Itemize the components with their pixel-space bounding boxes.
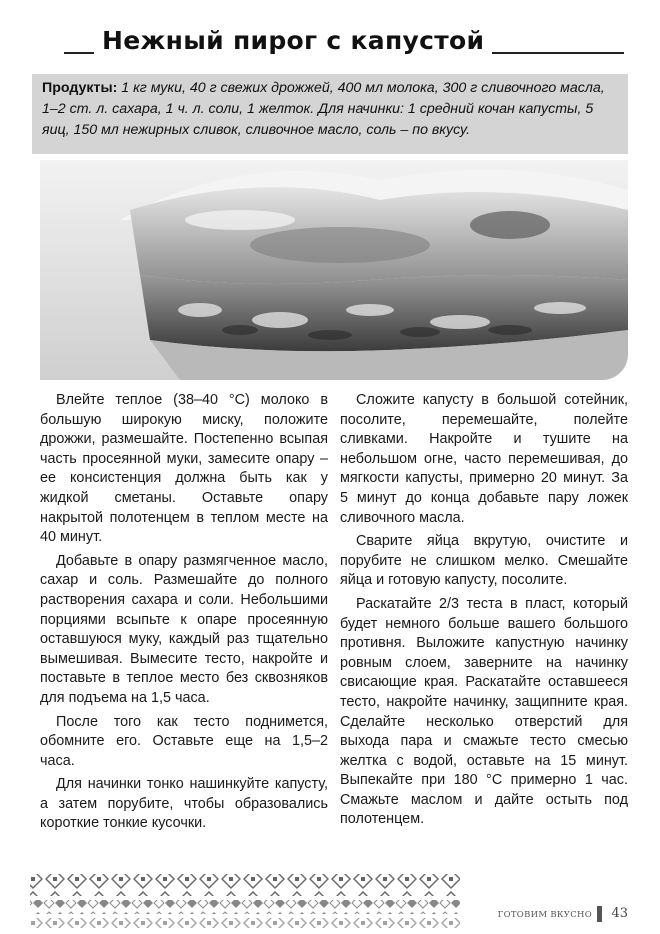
recipe-paragraph: Раскатайте 2/3 теста в пласт, который будет немного больше вашего большого противня. Выложите капустную начинку ровным слоем, заверните на начинку свисающие края. Раскатайте оставшееся тесто, накройте начинку, защипните края. Сделайте несколько отверстий для выхода пара и смажьте тесто смесью желтка с водой, оставьте на 15 минут. Выпекайте при 180 °С примерно 1 час. Смажьте маслом и дайте остыть под полотенцем. — [340, 595, 628, 828]
magazine-name: ГОТОВИМ ВКУСНО — [497, 910, 592, 920]
footer-divider — [597, 906, 602, 922]
ingredients-text: 1 кг муки, 40 г свежих дрожжей, 400 мл молока, 300 г сливочного масла, 1–2 ст. л. сахара, 1 ч. л. соли, 1 желток. Для начинки: 1 средний кочан капусты, 5 яиц, 150 мл нежирных сливок, сливочное масло, соль – по вкусу. — [42, 80, 605, 138]
page-title: Нежный пирог с капустой — [94, 26, 492, 55]
recipe-column-left — [40, 391, 328, 838]
recipe-paragraph: Добавьте в опару размягченное масло, сахар и соль. Размешайте до полного растворения сахара и соли. Небольшими порциями всыпьте к опаре просеянную оставшуюся муку, каждый раз тщательно вымешивая. Вымесите тесто, накройте и поставьте в теплое место без сквозняков для подъема на 1,5 часа. — [40, 552, 328, 706]
cabbage-pie-photo — [40, 160, 628, 380]
recipe-paragraph: Сложите капусту в большой сотейник, посолите, перемешайте, полейте сливками. Накройте и тушите на небольшом огне, часто перемешивая, до мягкости капусты, примерно 20 минут. За 5 минут до конца добавьте пару ложек сливочного масла. — [340, 392, 628, 526]
page-footer — [0, 868, 660, 934]
recipe-paragraph: Влейте теплое (38–40 °С) молоко в большую широкую миску, положите дрожжи, размешайте. Постепенно всыпая часть просеянной муки, замесите опару – ее консистенция должна быть как у жидкой сметаны. Оставьте опару накрытой полотенцем в теплом месте на 40 минут. — [40, 392, 328, 546]
ingredients-label: Продукты: — [42, 80, 118, 96]
recipe-column-right — [340, 391, 628, 834]
pie-illustration — [40, 160, 628, 380]
page-number: 43 — [611, 906, 628, 921]
recipe-paragraph: После того как тесто поднимется, обомните его. Оставьте еще на 1,5–2 часа. — [40, 713, 328, 769]
title-block — [64, 22, 624, 66]
ornament-border — [0, 868, 470, 934]
recipe-paragraph: Сварите яйца вкрутую, очистите и порубите не слишком мелко. Смешайте яйца и готовую капусту, посолите. — [340, 533, 628, 589]
ingredients-box — [32, 74, 628, 154]
recipe-paragraph: Для начинки тонко нашинкуйте капусту, а затем порубите, чтобы образовались короткие тонкие кусочки. — [40, 776, 328, 832]
